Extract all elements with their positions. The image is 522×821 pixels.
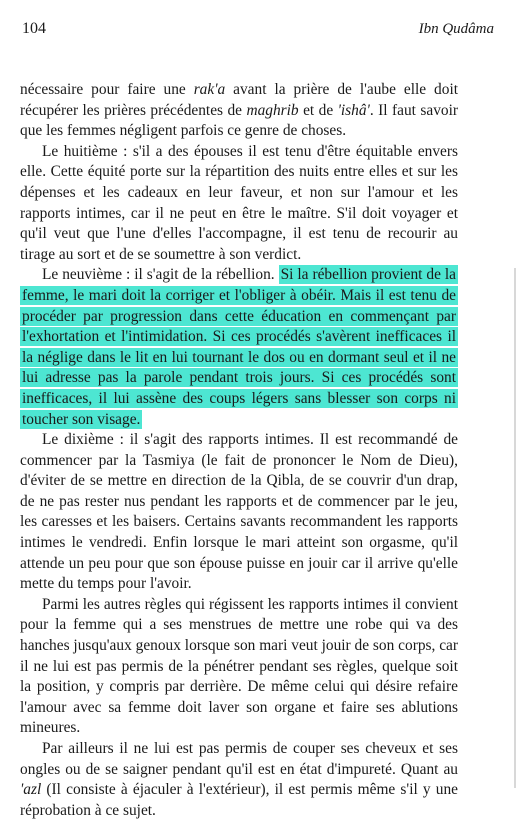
paragraph — [20, 595, 458, 739]
highlighted-text: Si la rébellion provient de la femme, le mari doit la corriger et l'obliger à obéir. Mais il est tenu de procéder par progression dans cette éducation en commençant par l'exhortation et l'intimidation. Si ces procédés s'avèrent inefficaces il la néglige dans le lit en lui tournant le dos ou en dormant seul et il ne lui adresse pas la parole pendant trois jours. Si ces procédés sont inefficaces, il lui assène des coups légers sans blesser son corps ni toucher son visage. — [22, 266, 456, 428]
text-run: nécessaire pour faire une — [20, 81, 194, 98]
running-title: Ibn Qudâma — [418, 21, 494, 37]
paragraph — [20, 739, 458, 821]
page-header — [22, 20, 494, 38]
paragraph — [20, 430, 458, 595]
page-body — [20, 80, 458, 821]
text-run: . Il faut savoir que les femmes négligent parfois ce genre de choses. — [20, 101, 458, 140]
text-run: Parmi les autres règles qui régissent les rapports intimes il convient pour la femme qui a ses menstrues de mettre une robe qui va des hanches jusqu'aux genoux lorsque son mari veut jouir de son corps, car il ne lui est pas permis de la pénétrer pendant ses règles, quelque soit la position, y compris par derrière. De même celui qui désire refaire l'amour avec sa femme doit laver son organe et faire ses ablutions mineures. — [20, 595, 458, 737]
text-run: Par ailleurs il ne lui est pas permis de couper ses cheveux et ses ongles ou de se saigner pendant qu'il est en état d'impureté. Quant au — [20, 740, 458, 778]
text-run: Le huitième : s'il a des épouses il est tenu d'être équitable envers elle. Cette équité porte sur la répartition des nuits entre elles et sur les dépenses et les cadeaux en leur faveur, et non sur l'amour et les rapports intimes, car il ne peut en être le maître. S'il doit voyager et qu'il veut que l'une d'elles l'accompagne, il est tenu de recourir au tirage au sort et de se soumettre à son verdict. — [20, 142, 458, 263]
page-edge-shadow — [514, 268, 516, 788]
text-run: Le dixième : il s'agit des rapports intimes. Il est recommandé de commencer par la Tasmiya (le fait de prononcer le Nom de Dieu), d'éviter de se mettre en direction de la Qibla, de se couvrir d'un drap, de ne pas rester nus pendant les rapports et de commencer par le jeu, les caresses et les baisers. Certains savants recommandent les rapports intimes le vendredi. Enfin lorsque le mari atteint son orgasme, qu'il attende un peu pour que son épouse puisse en jouir car il arrive qu'elle mette du temps pour l'avoir. — [20, 431, 458, 593]
page-number: 104 — [22, 20, 46, 37]
paragraph — [20, 142, 458, 266]
text-run: Le neuvième : il s'agit de la rébellion. — [42, 266, 279, 284]
italic-term: maghrib — [246, 101, 299, 119]
italic-term: 'azl — [20, 781, 42, 799]
paragraph — [20, 80, 458, 142]
italic-term: rak'a — [193, 81, 226, 98]
paragraph — [20, 265, 458, 430]
italic-term: 'ishâ' — [337, 101, 370, 119]
text-run: (Il consiste à éjaculer à l'extérieur), il est permis même s'il y une réprobation à ce sujet. — [20, 781, 458, 819]
text-run: et de — [298, 101, 338, 119]
text-run: avant la prière de l'aube elle doit récupérer les prières précédentes de — [20, 81, 458, 119]
